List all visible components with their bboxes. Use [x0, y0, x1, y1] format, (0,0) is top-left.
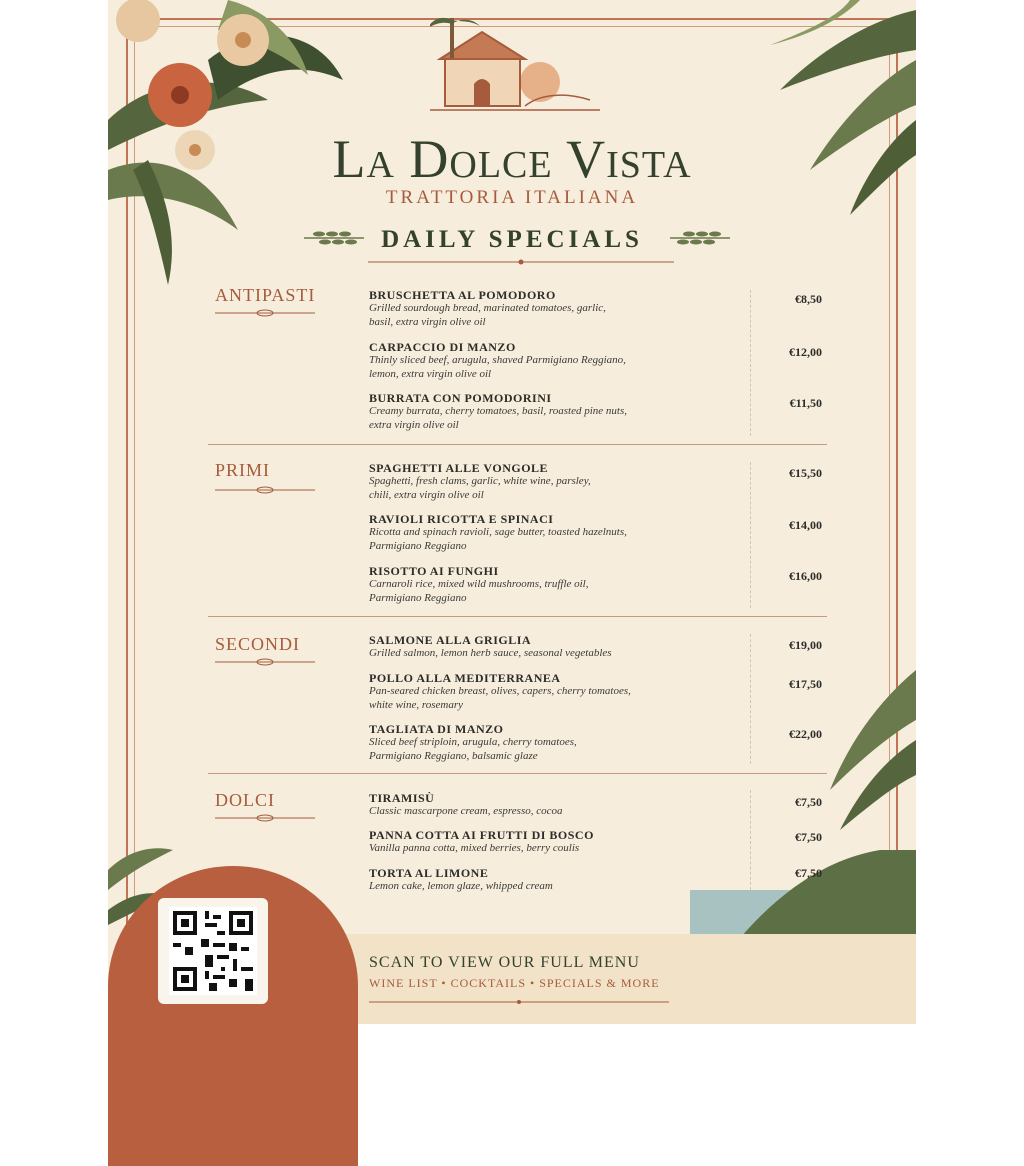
- menu-item: [369, 461, 749, 502]
- item-price: €14,00: [789, 518, 822, 532]
- menu-item: [369, 512, 749, 553]
- item-price: €12,00: [789, 345, 822, 359]
- item-description: lemon, extra virgin olive oil: [369, 367, 492, 380]
- item-price: €15,50: [789, 466, 822, 480]
- price-column-divider: [750, 290, 751, 436]
- qr-code-icon[interactable]: [169, 907, 257, 995]
- item-description: Parmigiano Reggiano: [369, 591, 467, 604]
- section-heading-primi: PRIMI: [215, 460, 271, 480]
- item-name: POLLO ALLA MEDITERRANEA: [369, 671, 561, 685]
- scan-menu-subtext: WINE LIST • COCKTAILS • SPECIALS & MORE: [369, 976, 660, 990]
- item-price: €7,50: [795, 830, 822, 844]
- item-name: SPAGHETTI ALLE VONGOLE: [369, 461, 549, 475]
- item-description: Carnaroli rice, mixed wild mushrooms, truffle oil,: [369, 578, 589, 590]
- section-flourish-icon: [215, 309, 315, 317]
- item-name: SALMONE ALLA GRIGLIA: [369, 633, 532, 647]
- menu-item: [369, 671, 749, 712]
- section-heading-dolci: DOLCI: [215, 790, 275, 810]
- item-name: TORTA AL LIMONE: [369, 866, 489, 880]
- item-price: €19,00: [789, 638, 822, 652]
- item-description: Pan-seared chicken breast, olives, capers, cherry tomatoes,: [369, 685, 631, 697]
- scan-menu-heading: SCAN TO VIEW OUR FULL MENU: [369, 954, 640, 971]
- item-description: Parmigiano Reggiano: [369, 539, 467, 552]
- section-divider: [208, 773, 827, 774]
- menu-item: [369, 866, 749, 894]
- qr-code-card[interactable]: [158, 898, 268, 1004]
- laurel-right-icon: [668, 228, 730, 248]
- item-description: Parmigiano Reggiano, balsamic glaze: [369, 749, 538, 762]
- item-price: €16,00: [789, 569, 822, 583]
- menu-item: [369, 633, 749, 661]
- section-flourish-icon: [215, 486, 315, 494]
- item-name: BURRATA CON POMODORINI: [369, 391, 552, 405]
- section-divider: [208, 444, 827, 445]
- heading-underline-divider: [368, 258, 674, 266]
- item-price: €11,50: [789, 396, 822, 410]
- item-price: €7,50: [795, 795, 822, 809]
- item-name: TAGLIATA DI MANZO: [369, 722, 504, 736]
- section-heading-antipasti: ANTIPASTI: [215, 285, 316, 305]
- item-price: €22,00: [789, 727, 822, 741]
- section-heading-secondi: SECONDI: [215, 634, 301, 654]
- item-description: white wine, rosemary: [369, 698, 463, 711]
- item-name: BRUSCHETTA AL POMODORO: [369, 288, 556, 302]
- item-description: Classic mascarpone cream, espresso, cocoa: [369, 805, 563, 817]
- menu-item: [369, 288, 749, 329]
- item-price: €7,50: [795, 866, 822, 880]
- menu-item: [369, 391, 749, 432]
- item-description: Vanilla panna cotta, mixed berries, berry coulis: [369, 842, 580, 854]
- item-description: Lemon cake, lemon glaze, whipped cream: [369, 880, 553, 892]
- item-description: extra virgin olive oil: [369, 418, 459, 431]
- item-name: RISOTTO AI FUNGHI: [369, 564, 499, 578]
- item-description: Spaghetti, fresh clams, garlic, white wine, parsley,: [369, 475, 591, 487]
- item-description: Thinly sliced beef, arugula, shaved Parmigiano Reggiano,: [369, 354, 626, 366]
- item-price: €8,50: [795, 292, 822, 306]
- menu-item: [369, 722, 749, 763]
- restaurant-title: La Dolce Vista: [332, 129, 692, 189]
- footer-underline-divider: [369, 998, 669, 1006]
- item-name: PANNA COTTA AI FRUTTI DI BOSCO: [369, 828, 594, 842]
- menu-item: [369, 791, 749, 819]
- item-description: Ricotta and spinach ravioli, sage butter, toasted hazelnuts,: [369, 526, 627, 538]
- price-column-divider: [750, 462, 751, 608]
- daily-specials-heading: DAILY SPECIALS: [381, 226, 643, 253]
- item-description: Grilled sourdough bread, marinated tomatoes, garlic,: [369, 302, 606, 314]
- item-description: Creamy burrata, cherry tomatoes, basil, roasted pine nuts,: [369, 405, 627, 417]
- villa-illustration: [430, 14, 600, 114]
- section-divider: [208, 616, 827, 617]
- item-description: Sliced beef striploin, arugula, cherry tomatoes,: [369, 736, 577, 748]
- restaurant-subtitle: TRATTORIA ITALIANA: [385, 187, 639, 208]
- item-description: Grilled salmon, lemon herb sauce, seasonal vegetables: [369, 647, 612, 659]
- item-description: chili, extra virgin olive oil: [369, 488, 484, 501]
- item-name: TIRAMISÙ: [369, 791, 435, 805]
- item-description: basil, extra virgin olive oil: [369, 315, 486, 328]
- menu-item: [369, 564, 749, 605]
- item-name: RAVIOLI RICOTTA E SPINACI: [369, 512, 554, 526]
- price-column-divider: [750, 634, 751, 764]
- item-name: CARPACCIO DI MANZO: [369, 340, 516, 354]
- menu-item: [369, 828, 749, 856]
- section-flourish-icon: [215, 658, 315, 666]
- item-price: €17,50: [789, 677, 822, 691]
- section-flourish-icon: [215, 814, 315, 822]
- menu-item: [369, 340, 749, 381]
